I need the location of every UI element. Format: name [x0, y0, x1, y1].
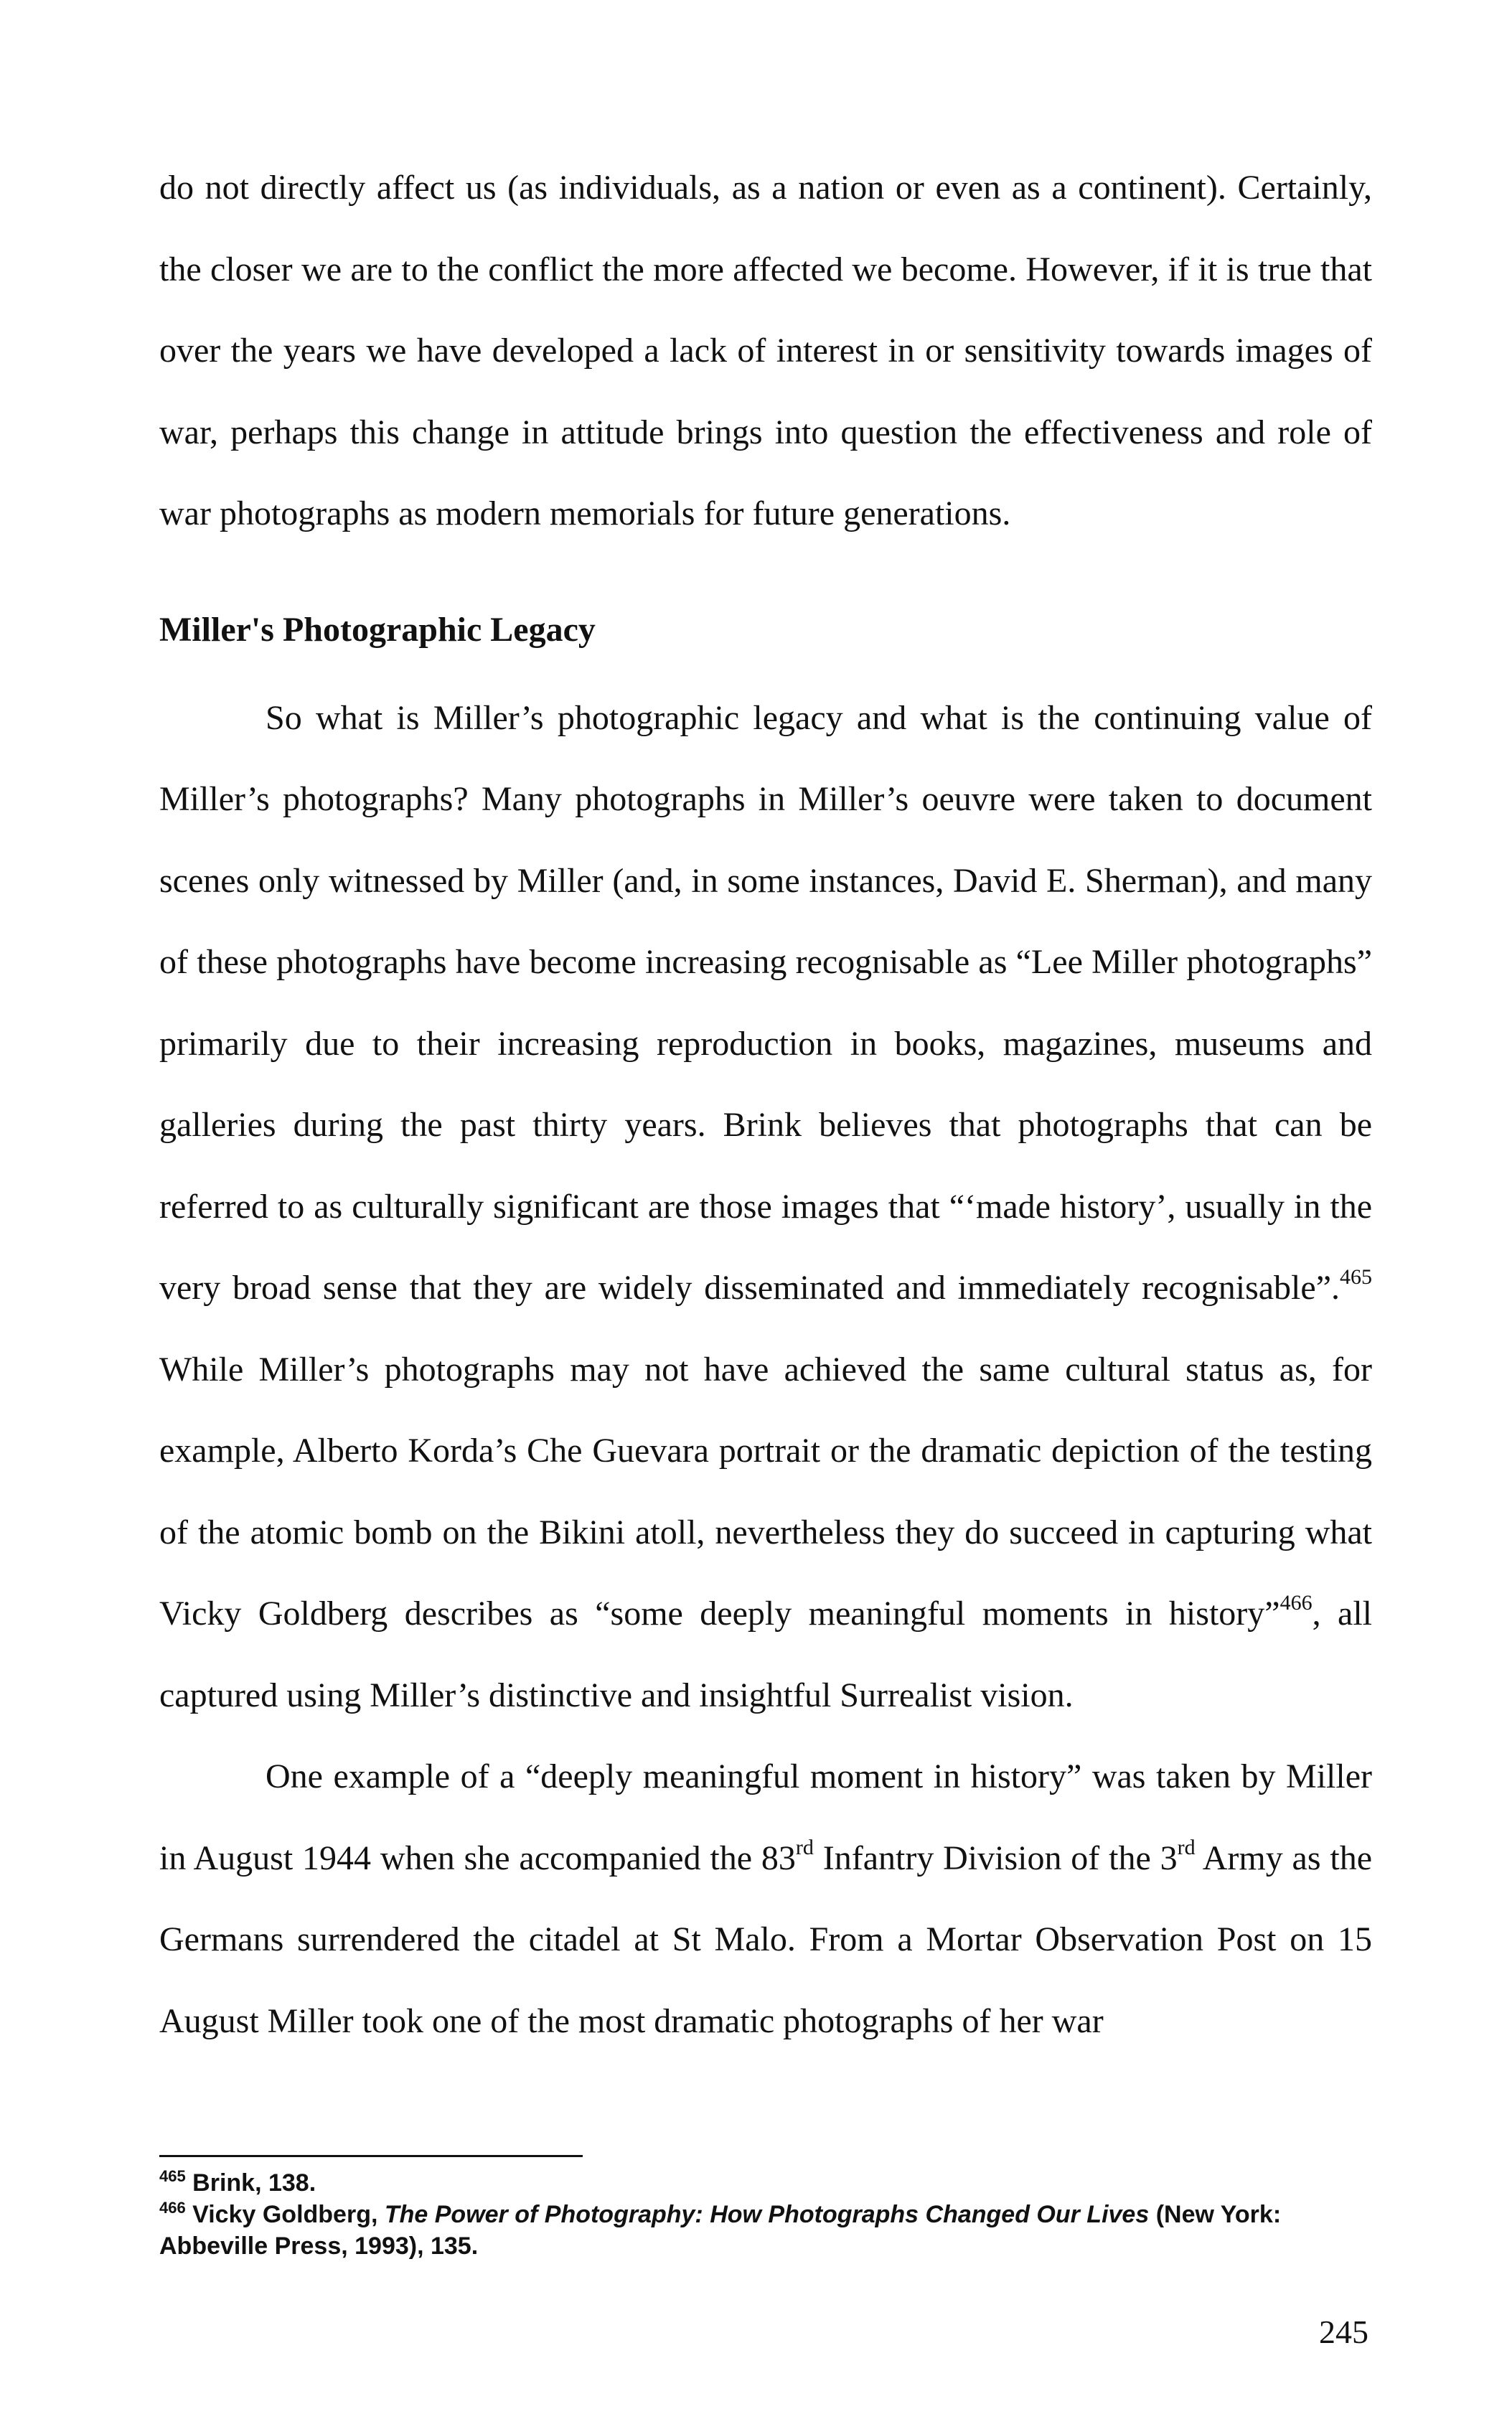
footnote-466 [159, 2199, 1372, 2262]
footnote-book-title: The Power of Photography: How Photographs Changed Our Lives [384, 2201, 1150, 2228]
paragraph-st-malo [159, 1736, 1372, 2062]
footnotes [159, 2167, 1372, 2262]
footnote-ref-466[interactable]: 466 [1279, 1591, 1313, 1615]
paragraph-st-malo-text-1: One example of a “deeply meaningful moment in history” was taken by Miller in August 1944 when she accompanied the 83 [159, 1757, 1372, 1877]
footnote-ref-465[interactable]: 465 [1340, 1265, 1372, 1289]
paragraph-st-malo-text-2: Infantry Division of the 3 [813, 1839, 1178, 1877]
paragraph-legacy-text-3: , all captured using Miller’s distinctive and insightful Surrealist vision. [159, 1595, 1372, 1714]
footnote-text: Brink, 138. [192, 2169, 316, 2197]
page-number: 245 [1319, 2314, 1368, 2350]
footnote-divider [159, 2155, 583, 2157]
paragraph-st-malo-text-3: Army as the Germans surrendered the citadel at St Malo. From a Mortar Observation Post on 15 August Miller took one of the most dramatic photographs of her war [159, 1839, 1372, 2040]
page-body [159, 147, 1372, 2062]
section-heading: Miller's Photographic Legacy [159, 610, 596, 649]
paragraph-legacy-text-2: While Miller’s photographs may not have achieved the same cultural status as, for example, Alberto Korda’s Che Guevara portrait or the dramatic depiction of the testing of the atomic bomb on the Bikini atoll, nevertheless they do succeed in capturing what Vicky Goldberg describes as “some deeply meaningful moments in history” [159, 1350, 1372, 1633]
footnote-text: Vicky Goldberg, [192, 2201, 385, 2228]
paragraph-legacy-text-1: So what is Miller’s photographic legacy and what is the continuing value of Miller’s photographs? Many photographs in Miller’s oeuvre were taken to document scenes only witnessed by Miller (and, in some instances, David E. Sherman), and many of these photographs have become increasing recognisable as “Lee Miller photographs” primarily due to their increasing reproduction in books, magazines, museums and galleries during the past thirty years. Brink believes that photographs that can be referred to as culturally significant are those images that “‘made history’, usually in the very broad sense that they are widely disseminated and immediately recognisable”. [159, 698, 1372, 1307]
paragraph-legacy [159, 677, 1372, 1737]
footnote-number: 466 [159, 2198, 186, 2217]
footnote-number: 465 [159, 2166, 186, 2185]
footnote-465 [159, 2167, 1372, 2199]
ordinal-suffix: rd [795, 1835, 814, 1859]
ordinal-suffix: rd [1177, 1835, 1196, 1859]
footnote-text: (New York: Abbeville Press, 1993), 135. [159, 2201, 1282, 2260]
paragraph-continued: do not directly affect us (as individuals, as a nation or even as a continent). Certainly, the closer we are to the conflict the more affected we become. However, if it is true that over the years we have developed a lack of interest in or sensitivity towards images of war, perhaps this change in attitude brings into question the effectiveness and role of war photographs as modern memorials for future generations. [159, 169, 1372, 532]
